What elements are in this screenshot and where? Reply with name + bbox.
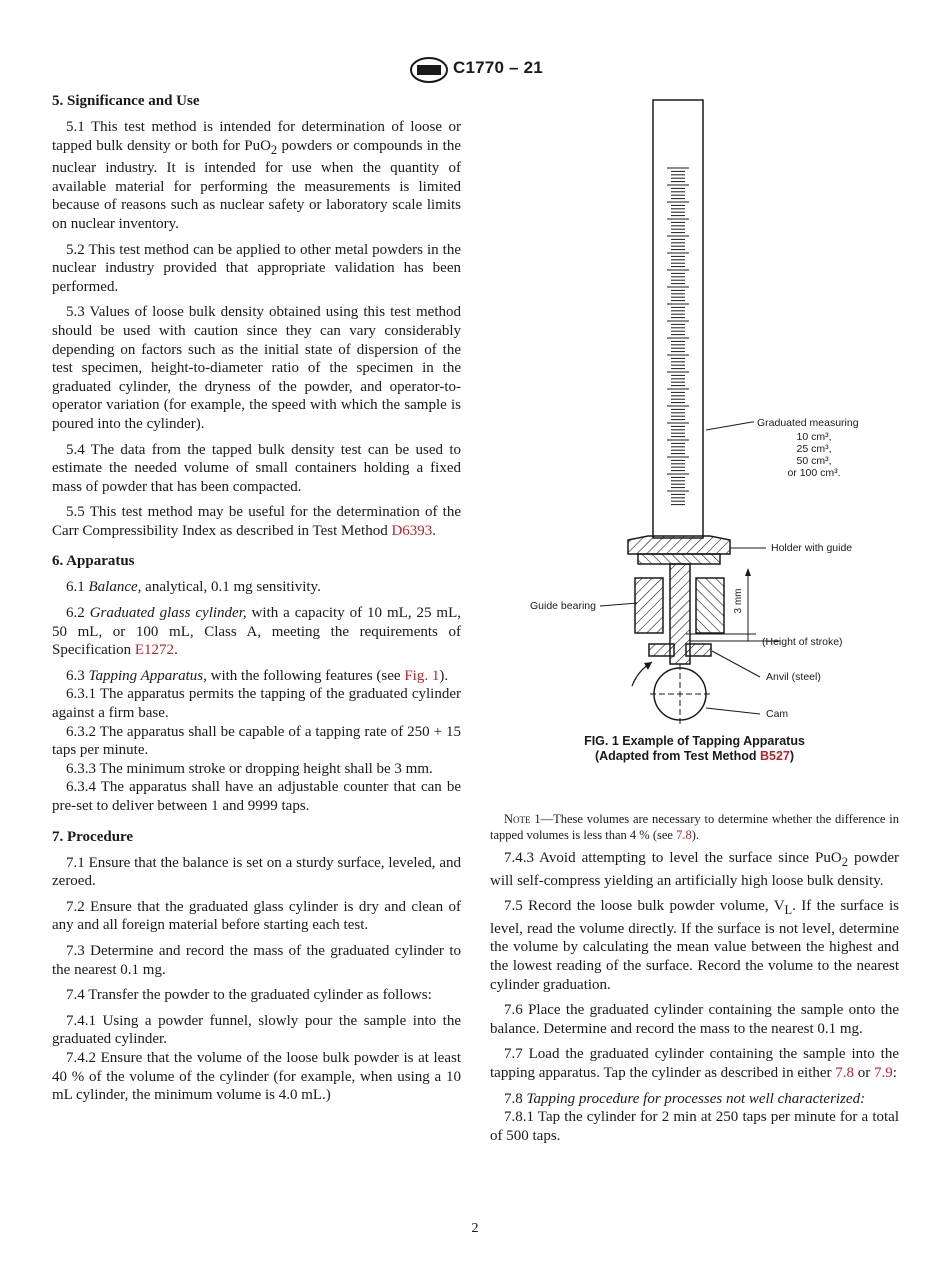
para-7-8-1: 7.8.1 Tap the cylinder for 2 min at 250 taps per minute for a total of 500 taps.: [490, 1109, 899, 1144]
para-7-2: 7.2 Ensure that the graduated glass cylinder is dry and clean of any and all foreign material before starting each test.: [52, 898, 461, 934]
section-7-title: 7. Procedure: [52, 828, 134, 845]
para-6-3-4: 6.3.4 The apparatus shall have an adjustable counter that can be pre-set to deliver between 1 and 9999 taps.: [52, 779, 461, 814]
caption-line-1: FIG. 1 Example of Tapping Apparatus: [584, 734, 805, 748]
link-7-9[interactable]: 7.9: [873, 1064, 893, 1081]
tapping-apparatus-figure: [520, 96, 880, 726]
para-7-1: 7.1 Ensure that the balance is set on a sturdy surface, leveled, and zeroed.: [52, 854, 461, 890]
link-fig-1[interactable]: Fig. 1: [404, 667, 440, 684]
para-5-3: 5.3 Values of loose bulk density obtained using this test method should be used with caution since they can vary considerably depending on factors such as the initial state of dispersion of the test specimen, height-to-diameter ratio of the specimen in the graduated cylinder, the dryness of the powder, and operator-to-operator variation (for example, the speed with which the sample is poured into the cylinder).: [52, 304, 461, 432]
caption-line-2: (Adapted from Test Method B527): [594, 749, 795, 763]
label-vol-25: 25 cm³,: [796, 443, 832, 455]
guide-bearing-right: [696, 578, 724, 633]
document-id: C1770 – 21: [453, 58, 543, 77]
para-5-1: 5.1 This test method is intended for determination of loose or tapped bulk density or both for PuO$_2$ powders or compounds in the nuclear industry. It is intended for use when the quantity of available material for performing the measurements is limited because of reasons such as nuclear safety or laboratory scale limits on nuclear inventory.: [52, 119, 461, 232]
para-6-3-2: 6.3.2 The apparatus shall be capable of a tapping rate of 250 + 15 taps per minute.: [52, 723, 461, 759]
link-7-8[interactable]: 7.8: [835, 1064, 854, 1081]
para-7-8: 7.8 Tapping procedure for processes not well characterized:: [504, 1090, 866, 1107]
label-cam: Cam: [766, 708, 789, 720]
link-7-8-note[interactable]: 7.8: [676, 827, 692, 842]
para-7-3: 7.3 Determine and record the mass of the graduated cylinder to the nearest 0.1 mg.: [52, 942, 461, 978]
para-7-4: 7.4 Transfer the powder to the graduated cylinder as follows:: [66, 987, 432, 1004]
para-5-4: 5.4 The data from the tapped bulk density test can be used to estimate the needed volume of small containers holding a fixed mass of powder that has been compacted.: [52, 441, 461, 495]
figure-caption: [490, 734, 899, 764]
graduated-cylinder: [653, 100, 703, 538]
para-5-5: 5.5 This test method may be useful for the determination of the Carr Compressibility Index as described in Test Method D6393.: [52, 504, 461, 539]
guide-bearing-left: [635, 578, 663, 633]
right-column: [490, 812, 899, 1145]
link-b527[interactable]: B527: [759, 749, 790, 763]
para-7-6: 7.6 Place the graduated cylinder containing the sample onto the balance. Determine and record the mass to the nearest 0.1 mg.: [490, 1002, 899, 1037]
para-6-3-3: 6.3.3 The minimum stroke or dropping height shall be 3 mm.: [66, 760, 433, 777]
label-vol-10: 10 cm³,: [796, 431, 832, 443]
label-graduated: Graduated measuring: [757, 417, 859, 429]
para-7-7: 7.7 Load the graduated cylinder containing the sample into the tapping apparatus. Tap the cylinder as described in either 7.8 or 7.9:: [490, 1046, 899, 1081]
label-vol-50: 50 cm³,: [796, 455, 832, 467]
anvil: [649, 644, 674, 656]
label-height-of-stroke: (Height of stroke): [762, 636, 843, 648]
label-anvil: Anvil (steel): [766, 671, 821, 683]
label-3mm: 3 mm: [733, 588, 744, 614]
note-1: Note 1—These volumes are necessary to determine whether the difference in tapped volumes is less than 4 % (see 7.8).: [490, 812, 899, 842]
page-number: 2: [471, 1221, 479, 1236]
section-5-title: 5. Significance and Use: [52, 93, 200, 109]
para-5-2: 5.2 This test method can be applied to other metal powders in the nuclear industry provided that appropriate validation has been performed.: [52, 241, 461, 295]
section-6-title: 6. Apparatus: [52, 553, 135, 570]
para-6-3-1: 6.3.1 The apparatus permits the tapping of the graduated cylinder against a firm base.: [52, 686, 461, 722]
label-holder: Holder with guide: [771, 542, 853, 554]
para-6-2: 6.2 Graduated glass cylinder, with a capacity of 10 mL, 25 mL, 50 mL, or 100 mL, Class A, meeting the requirements of Specification E1272.: [52, 605, 462, 659]
link-e1272[interactable]: E1272: [134, 642, 175, 659]
astm-logo-icon: [409, 56, 449, 84]
link-d6393[interactable]: D6393: [391, 522, 433, 539]
label-vol-100: or 100 cm³.: [787, 467, 841, 479]
para-7-4-2: 7.4.2 Ensure that the volume of the loose bulk powder is at least 40 % of the volume of the cylinder (for example, when using a 10 mL cylinder, the minimum volume is 4.0 mL.): [52, 1049, 461, 1104]
para-6-3: 6.3 Tapping Apparatus, with the following features (see Fig. 1).: [66, 667, 449, 684]
para-7-5: 7.5 Record the loose bulk powder volume, $V_L$. If the surface is level, read the volume directly. If the surface is not level, determine the volume by calculating the mean value between the highest and the lowest reading of the surface. Record the volume to the nearest cylinder graduation.: [490, 898, 900, 993]
left-column: [52, 92, 461, 1105]
para-7-4-3: 7.4.3 Avoid attempting to level the surface since PuO$_2$ powder will self-compress yielding an artificially high loose bulk density.: [490, 850, 899, 889]
page-header: [0, 56, 950, 84]
para-7-4-1: 7.4.1 Using a powder funnel, slowly pour the sample into the graduated cylinder.: [52, 1012, 461, 1048]
logo-text: ASTM: [417, 66, 441, 76]
holder-with-guide: [628, 536, 730, 554]
label-guide-bearing: Guide bearing: [530, 600, 596, 612]
para-6-1: 6.1 Balance, analytical, 0.1 mg sensitivity.: [66, 579, 321, 596]
